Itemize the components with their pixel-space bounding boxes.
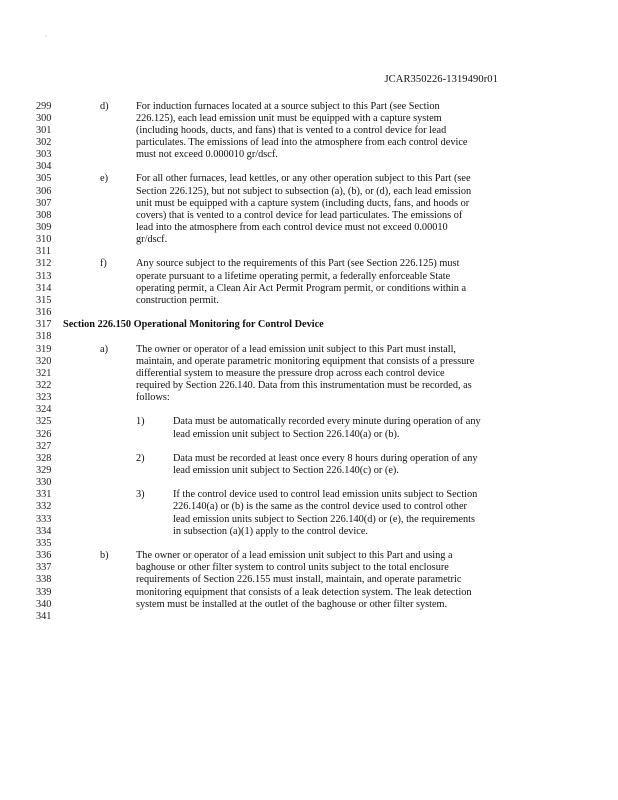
line-number: 336	[36, 550, 52, 562]
line-number: 316	[36, 307, 52, 319]
document-line	[0, 404, 618, 416]
line-text: Any source subject to the requirements of this Part (see Section 226.125) must	[136, 258, 460, 270]
line-number: 338	[36, 574, 52, 586]
line-text: The owner or operator of a lead emission unit subject to this Part and using a	[136, 550, 453, 562]
line-number: 306	[36, 185, 52, 197]
line-text: particulates. The emissions of lead into the atmosphere from each control device	[136, 136, 468, 148]
line-text: follows:	[136, 392, 170, 404]
document-line	[0, 453, 618, 465]
line-number: 318	[36, 331, 52, 343]
line-number: 322	[36, 379, 52, 391]
line-text: required by Section 226.140. Data from this instrumentation must be recorded, as	[136, 379, 472, 391]
document-line	[0, 137, 618, 149]
document-line	[0, 356, 618, 368]
document-line	[0, 344, 618, 356]
line-number: 334	[36, 525, 52, 537]
document-line	[0, 416, 618, 428]
line-text: 226.140(a) or (b) is the same as the control device used to control other	[173, 501, 467, 513]
line-number: 331	[36, 489, 52, 501]
line-number: 319	[36, 343, 52, 355]
line-text: gr/dscf.	[136, 234, 168, 246]
document-line	[0, 186, 618, 198]
line-number: 335	[36, 537, 52, 549]
line-number: 314	[36, 282, 52, 294]
line-text: 226.125), each lead emission unit must be equipped with a capture system	[136, 112, 442, 124]
document-line	[0, 465, 618, 477]
line-number: 315	[36, 294, 52, 306]
line-number: 308	[36, 209, 52, 221]
line-number: 340	[36, 598, 52, 610]
document-line	[0, 101, 618, 113]
subsection-label: b)	[100, 550, 109, 562]
subsection-label: d)	[100, 100, 109, 112]
line-number: 309	[36, 222, 52, 233]
line-text: unit must be equipped with a capture system (including ducts, fans, and hoods or	[136, 197, 470, 209]
line-text: must not exceed 0.000010 gr/dscf.	[136, 149, 278, 161]
line-text: Section 226.125), but not subject to subsection (a), (b), or (d), each lead emission	[136, 185, 472, 197]
document-line	[0, 368, 618, 380]
document-line	[0, 441, 618, 453]
document-line	[0, 222, 618, 234]
document-line	[0, 271, 618, 283]
document-line	[0, 550, 618, 562]
line-text: lead emission unit subject to Section 226.140(c) or (e).	[173, 465, 399, 476]
document-line	[0, 173, 618, 185]
line-text: Data must be recorded at least once every 8 hours during operation of any	[173, 452, 478, 464]
line-number: 304	[36, 161, 52, 173]
line-text: operate pursuant to a lifetime operating permit, a federally enforceable State	[136, 270, 451, 282]
line-text: covers) that is vented to a control device for lead particulates. The emissions of	[136, 209, 463, 221]
line-number: 332	[36, 501, 52, 513]
document-line	[0, 489, 618, 501]
line-text: The owner or operator of a lead emission unit subject to this Part must install,	[136, 343, 456, 355]
document-line	[0, 380, 618, 392]
subsection-label: 3)	[136, 489, 145, 501]
line-text: (including hoods, ducts, and fans) that is vented to a control device for lead	[136, 124, 447, 136]
document-line	[0, 392, 618, 404]
line-number: 301	[36, 124, 52, 136]
scan-mark: ·	[45, 34, 47, 40]
line-number: 310	[36, 234, 52, 246]
line-number: 330	[36, 477, 52, 489]
document-line	[0, 198, 618, 210]
line-text: If the control device used to control lead emission units subject to Section	[173, 489, 478, 501]
line-text: For induction furnaces located at a source subject to this Part (see Section	[136, 100, 440, 112]
document-line	[0, 307, 618, 319]
line-number: 341	[36, 610, 52, 622]
line-number: 324	[36, 404, 52, 416]
line-number: 299	[36, 100, 52, 112]
document-line	[0, 331, 618, 343]
document-line	[0, 429, 618, 441]
document-line	[0, 526, 618, 538]
line-number: 313	[36, 270, 52, 282]
document-line	[0, 234, 618, 246]
line-text: Data must be automatically recorded every minute during operation of any	[173, 416, 481, 428]
subsection-label: e)	[100, 173, 108, 185]
line-number: 311	[36, 246, 52, 258]
document-line	[0, 587, 618, 599]
document-line	[0, 210, 618, 222]
line-number: 328	[36, 452, 52, 464]
subsection-label: 1)	[136, 416, 145, 428]
line-text: monitoring equipment that consists of a leak detection system. The leak detection	[136, 586, 472, 598]
document-line	[0, 113, 618, 125]
line-text: system must be installed at the outlet of the baghouse or other filter system.	[136, 598, 448, 610]
document-line	[0, 161, 618, 173]
line-text: lead into the atmosphere from each control device must not exceed 0.00010	[136, 222, 448, 233]
subsection-label: a)	[100, 343, 108, 355]
line-number: 320	[36, 355, 52, 367]
line-number: 329	[36, 465, 52, 476]
line-number: 303	[36, 149, 52, 161]
document-line	[0, 574, 618, 586]
subsection-label: f)	[100, 258, 107, 270]
line-number: 307	[36, 197, 52, 209]
line-number: 302	[36, 136, 52, 148]
line-number: 325	[36, 416, 52, 428]
document-line	[0, 501, 618, 513]
line-text: For all other furnaces, lead kettles, or any other operation subject to this Part (see	[136, 173, 471, 185]
document-line	[0, 295, 618, 307]
document-line	[0, 477, 618, 489]
section-heading: Section 226.150 Operational Monitoring for Control Device	[63, 319, 324, 331]
line-text: baghouse or other filter system to control units subject to the total enclosure	[136, 562, 449, 574]
document-line	[0, 562, 618, 574]
line-number: 321	[36, 367, 52, 379]
document-line	[0, 514, 618, 526]
line-text: maintain, and operate parametric monitoring equipment that consists of a pressure	[136, 355, 475, 367]
line-number: 339	[36, 586, 52, 598]
subsection-label: 2)	[136, 452, 145, 464]
line-number: 305	[36, 173, 52, 185]
line-text: lead emission unit subject to Section 226.140(a) or (b).	[173, 428, 400, 440]
document-line	[0, 283, 618, 295]
line-number: 300	[36, 112, 52, 124]
line-text: construction permit.	[136, 294, 219, 306]
document-line	[0, 611, 618, 623]
line-number: 323	[36, 392, 52, 404]
line-number: 312	[36, 258, 52, 270]
line-number: 327	[36, 440, 52, 452]
line-text: operating permit, a Clean Air Act Permit Program permit, or conditions within a	[136, 282, 467, 294]
line-text: differential system to measure the pressure drop across each control device	[136, 367, 445, 379]
line-text: in subsection (a)(1) apply to the control device.	[173, 525, 369, 537]
document-line	[0, 538, 618, 550]
line-number: 333	[36, 513, 52, 525]
document-id: JCAR350226-1319490r01	[384, 74, 498, 85]
document-line	[0, 125, 618, 137]
document-line	[0, 258, 618, 270]
line-number: 317	[36, 319, 52, 331]
document-line	[0, 149, 618, 161]
document-line	[0, 246, 618, 258]
line-text: requirements of Section 226.155 must install, maintain, and operate parametric	[136, 574, 462, 586]
line-number: 337	[36, 562, 52, 574]
line-number: 326	[36, 428, 52, 440]
document-line	[0, 599, 618, 611]
line-text: lead emission units subject to Section 226.140(d) or (e), the requirements	[173, 513, 475, 525]
document-line	[0, 319, 618, 331]
